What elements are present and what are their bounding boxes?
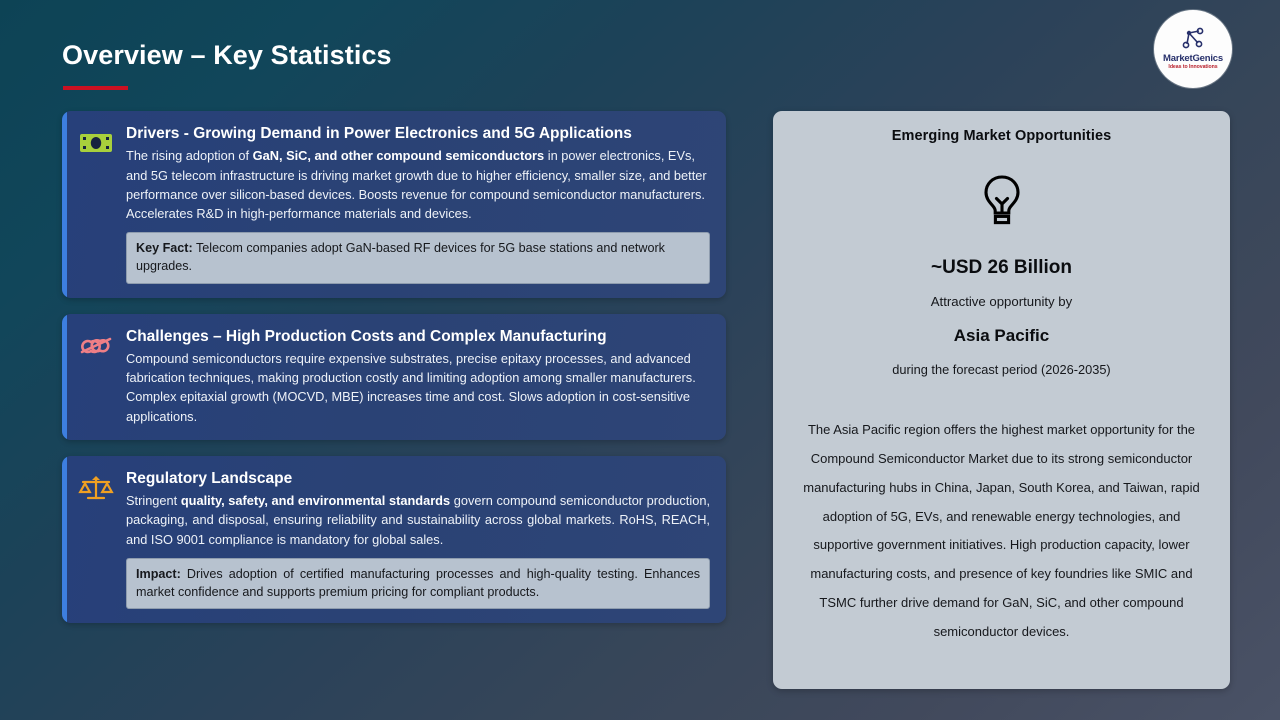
card-challenges <box>62 314 726 440</box>
key-fact-box <box>126 232 710 284</box>
card-text-emphasis: quality, safety, and environmental standards <box>180 493 451 509</box>
network-nodes-icon <box>1178 27 1208 53</box>
lightbulb-icon <box>974 172 1030 228</box>
card-text-rest: in power electronics, EVs, and 5G telecom infrastructure is driving market growth due to higher efficiency, smaller size, and better performance over silicon-based devices. Boosts revenue for compound semiconductor manufacturers. Accelerates R&D in high-performance materials and devices. <box>126 148 707 221</box>
opportunity-value: ~USD 26 Billion <box>931 257 1072 278</box>
impact-label: Impact: <box>136 566 181 581</box>
panel-title: Emerging Market Opportunities <box>891 128 1112 144</box>
key-fact-label: Key Fact: <box>136 241 193 256</box>
card-heading: Regulatory Landscape <box>126 469 293 487</box>
impact-box <box>126 558 710 610</box>
card-text-emphasis: GaN, SiC, and other compound semiconductors <box>252 148 545 164</box>
card-paragraph <box>126 491 710 549</box>
title-underline-rule <box>63 86 128 90</box>
key-statistics-card-list <box>62 111 726 639</box>
logo-tagline: Ideas to Innovations <box>1168 64 1218 71</box>
key-fact-text: Telecom companies adopt GaN-based RF devices for 5G base stations and network upgrades. <box>136 241 665 274</box>
banknote-icon <box>78 126 114 160</box>
card-regulatory-landscape <box>62 456 726 623</box>
broken-chain-icon <box>78 329 114 363</box>
opportunity-description: The Asia Pacific region offers the highest market opportunity for the Compound Semiconductor Market due to its strong semiconductor manufacturing hubs in China, Japan, South Korea, and Taiwan, rapid adoption of 5G, EVs, and renewable energy technologies, and supportive government initiatives. High production capacity, lower manufacturing costs, and presence of key foundries like SMIC and TSMC further drive demand for GaN, SiC, and other compound semiconductor devices. <box>803 422 1200 640</box>
logo-name: MarketGenics <box>1163 52 1223 64</box>
card-text-lead: The rising adoption of <box>126 148 253 164</box>
card-paragraph <box>126 349 710 426</box>
card-text-lead: Stringent <box>126 493 181 509</box>
card-paragraph <box>126 146 710 223</box>
card-drivers <box>62 111 726 298</box>
page-title: Overview – Key Statistics <box>62 40 392 70</box>
brand-logo <box>1154 10 1232 88</box>
card-text-rest: Compound semiconductors require expensive substrates, precise epitaxy processes, and advanced fabrication techniques, making production costly and limiting adoption among smaller manufacturers. Complex epitaxial growth (MOCVD, MBE) increases time and cost. Slows adoption in cost-sensitive applications. <box>126 351 696 424</box>
card-text-rest: govern compound semiconductor production, packaging, and disposal, ensuring reliability and sustainability across global markets. RoHS, REACH, and ISO 9001 compliance is mandatory for global sales. <box>126 493 710 547</box>
card-heading: Challenges – High Production Costs and Complex Manufacturing <box>126 327 607 345</box>
emerging-market-opportunities-panel <box>773 111 1230 689</box>
forecast-period: during the forecast period (2026-2035) <box>892 362 1111 377</box>
impact-text: Drives adoption of certified manufacturing processes and high-quality testing. Enhances market confidence and supports premium pricing for compliant products. <box>136 566 700 599</box>
opportunity-region: Asia Pacific <box>953 326 1050 345</box>
scales-of-justice-icon <box>78 471 114 505</box>
opportunity-subtitle: Attractive opportunity by <box>930 294 1073 309</box>
card-heading: Drivers - Growing Demand in Power Electronics and 5G Applications <box>126 125 632 142</box>
